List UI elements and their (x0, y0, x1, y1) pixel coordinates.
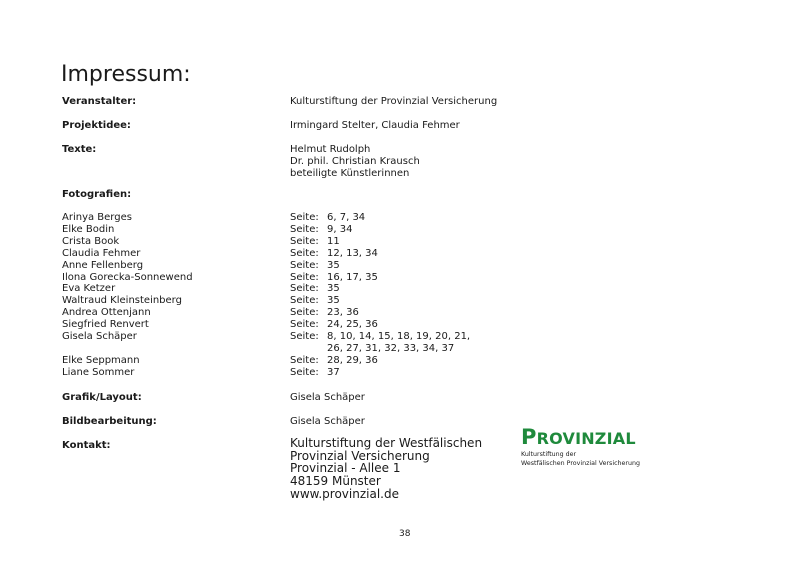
seite-label: Seite: (290, 223, 319, 235)
photographer-pages-row (290, 224, 470, 236)
page-numbers: 9, 34 (327, 223, 353, 235)
page-numbers: 12, 13, 34 (327, 247, 378, 259)
page-numbers: 35 (327, 283, 340, 295)
contact-line: Provinzial - Allee 1 (290, 461, 401, 476)
photographer-name: Claudia Fehmer (62, 247, 141, 259)
seite-label: Seite: (290, 295, 319, 307)
seite-label: Seite: (290, 283, 319, 295)
photographer-pages-row (290, 212, 470, 224)
label-grafik-layout: Grafik/Layout: (62, 392, 142, 403)
contact-line: 48159 Münster (290, 474, 381, 489)
seite-label: Seite: (290, 331, 319, 343)
photographer-name: Andrea Ottenjann (62, 307, 151, 319)
photographer-pages-row (290, 272, 470, 284)
photographer-pages-row (290, 307, 470, 319)
photographer-name: Anne Fellenberg (62, 259, 144, 271)
page-numbers: 6, 7, 34 (327, 212, 366, 223)
page-numbers: 8, 10, 14, 15, 18, 19, 20, 21, 26, 27, 31, 32, 33, 34, 37 (327, 331, 471, 354)
page-numbers: 23, 36 (327, 307, 359, 319)
logo-wordmark: PROVINZIAL (521, 425, 636, 449)
provinzial-logo (521, 427, 640, 468)
photographer-pages-row (290, 295, 470, 307)
page-numbers: 37 (327, 366, 340, 378)
seite-label: Seite: (290, 354, 319, 366)
seite-label: Seite: (290, 366, 319, 378)
photographer-name: Liane Sommer (62, 366, 135, 378)
photographer-pages-list (290, 212, 470, 379)
photographer-pages-row (290, 355, 470, 367)
page-title: Impressum: (61, 62, 191, 87)
label-texte: Texte: (62, 144, 97, 155)
photographer-name: Eva Ketzer (62, 283, 116, 295)
seite-label: Seite: (290, 212, 319, 223)
photographer-name: Arinya Berges (62, 212, 132, 223)
texte-line: Dr. phil. Christian Krausch (290, 156, 420, 167)
page-number: 38 (399, 529, 411, 539)
label-veranstalter: Veranstalter: (62, 96, 137, 107)
photographer-pages-row (290, 319, 470, 331)
seite-label: Seite: (290, 259, 319, 271)
photographer-name: Ilona Gorecka-Sonnewend (62, 271, 193, 283)
value-veranstalter: Kulturstiftung der Provinzial Versicherung (290, 96, 498, 107)
seite-label: Seite: (290, 247, 319, 259)
page-numbers: 16, 17, 35 (327, 271, 378, 283)
label-kontakt: Kontakt: (62, 440, 111, 451)
contact-line: Provinzial Versicherung (290, 448, 430, 463)
value-grafik-layout: Gisela Schäper (290, 392, 365, 403)
photographer-name: Waltraud Kleinsteinberg (62, 295, 182, 307)
page-numbers: 11 (327, 235, 340, 247)
photographer-name: Elke Seppmann (62, 354, 140, 366)
page-numbers: 28, 29, 36 (327, 354, 378, 366)
photographer-name: Siegfried Renvert (62, 319, 149, 331)
texte-line: Helmut Rudolph (290, 144, 371, 155)
contact-website: www.provinzial.de (290, 486, 399, 501)
seite-label: Seite: (290, 235, 319, 247)
photographer-name: Gisela Schäper (62, 331, 137, 343)
seite-label: Seite: (290, 319, 319, 331)
seite-label: Seite: (290, 271, 319, 283)
photographer-pages-row (290, 236, 470, 248)
seite-label: Seite: (290, 307, 319, 319)
photographer-pages-row (290, 260, 470, 272)
logo-subtitle-line: Westfälischen Provinzial Versicherung (521, 459, 640, 467)
logo-subtitle-line: Kulturstiftung der (521, 451, 577, 458)
contact-line: Kulturstiftung der Westfälischen (290, 436, 483, 450)
page-numbers: 24, 25, 36 (327, 319, 378, 331)
page-numbers: 35 (327, 259, 340, 271)
label-fotografien: Fotografien: (62, 189, 132, 200)
logo-subtitle (521, 451, 640, 468)
photographer-name-list (62, 212, 193, 379)
texte-line: beteiligte Künstlerinnen (290, 168, 410, 179)
photographer-pages-row (290, 367, 470, 379)
photographer-pages-row (290, 283, 470, 295)
page-numbers: 35 (327, 295, 340, 307)
value-bildbearbeitung: Gisela Schäper (290, 416, 365, 427)
label-bildbearbeitung: Bildbearbeitung: (62, 416, 157, 427)
photographer-pages-row (290, 331, 470, 355)
value-projektidee: Irmingard Stelter, Claudia Fehmer (290, 120, 460, 131)
contact-address (290, 437, 482, 501)
photographer-pages-row (290, 248, 470, 260)
photographer-name: Crista Book (62, 235, 120, 247)
value-texte (290, 144, 420, 180)
label-projektidee: Projektidee: (62, 120, 131, 131)
photographer-name: Elke Bodin (62, 223, 115, 235)
